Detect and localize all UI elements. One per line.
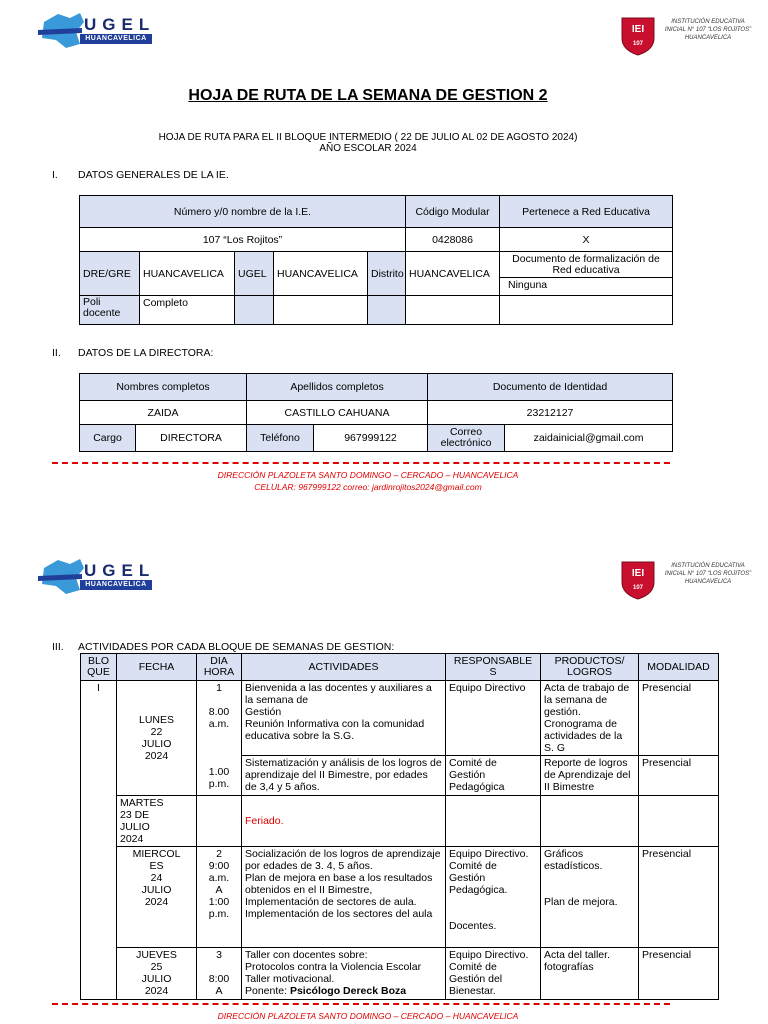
cell-v-doc: Ninguna [508, 279, 548, 291]
cell-r1a-actividad: Bienvenida a las docentes y auxiliares a la semana de Gestión Reunión Informativa con la comunidad educativa sobre la S.G. [242, 681, 446, 756]
section-2-title: DATOS DE LA DIRECTORA: [78, 347, 214, 359]
cell-h-nombre: Número y/0 nombre de la I.E. [80, 196, 406, 228]
cell-r2-responsable [446, 796, 541, 847]
iei-logo-p2 [618, 558, 754, 602]
cell-h-doc: Documento de formalización de Red educativa [500, 252, 672, 278]
cell-v-poli: Completo [140, 296, 235, 325]
cell-l-dre: DRE/GRE [80, 252, 140, 296]
cell-l-telefono: Teléfono [247, 425, 314, 452]
header-responsables: RESPONSABLE S [446, 654, 541, 681]
ugel-brand-p2: UGEL [84, 561, 156, 580]
section-2-numeral: II. [52, 347, 61, 359]
header-modalidad: MODALIDAD [639, 654, 719, 681]
cell-r1-fecha: LUNES 22 JULIO 2024 [117, 681, 197, 796]
section-2-heading [52, 347, 213, 359]
cell-blank-3 [368, 296, 406, 325]
page-title: HOJA DE RUTA DE LA SEMANA DE GESTION 2 [188, 87, 548, 104]
cell-h-red: Pertenece a Red Educativa [500, 196, 673, 228]
datos-generales-grid [79, 195, 672, 324]
iei-name-p2: INSTITUCIÓN EDUCATIVA INICIAL N° 107 “LOS ROJITOS” HUANCAVELICA [664, 563, 752, 585]
header-fecha: FECHA [117, 654, 197, 681]
cell-r3-modalidad: Presencial [639, 847, 719, 948]
section-1-heading [52, 169, 229, 181]
cell-r4-producto: Acta del taller. fotografías [541, 948, 639, 1000]
cell-r1b-producto: Reporte de logros de Aprendizaje del II Bimestre [541, 756, 639, 796]
r4-ponente-label: Ponente: [245, 985, 290, 997]
footer-address: DIRECCIÓN PLAZOLETA SANTO DOMINGO – CERCADO – HUANCAVELICA [217, 470, 519, 480]
cell-r2-fecha: MARTES 23 DE JULIO 2024 [117, 796, 197, 847]
cell-h-apellidos: Apellidos completos [247, 374, 428, 401]
footer-separator-p2 [52, 1003, 670, 1009]
ugel-logo [36, 10, 156, 50]
cell-r4-dia: 3 8:00 A [197, 948, 242, 1000]
cell-r2-producto [541, 796, 639, 847]
section-3-title: ACTIVIDADES POR CADA BLOQUE DE SEMANAS DE GESTION: [78, 641, 395, 653]
cell-v-nombres: ZAIDA [80, 401, 247, 425]
cell-r4-modalidad: Presencial [639, 948, 719, 1000]
cell-v-distrito: HUANCAVELICA [406, 252, 500, 296]
cell-r1a-producto: Acta de trabajo de la semana de gestión. Cronograma de actividades de la S. G [541, 681, 639, 756]
header-productos: PRODUCTOS/ LOGROS [541, 654, 639, 681]
cell-l-poli: Poli docente [80, 296, 140, 325]
section-1-title: DATOS GENERALES DE LA IE. [78, 169, 229, 181]
cell-l-cargo: Cargo [80, 425, 136, 452]
r4-actividad-text: Taller con docentes sobre: Protocolos contra la Violencia Escolar Taller motivacional. [245, 949, 422, 985]
iei-name: INSTITUCIÓN EDUCATIVA INICIAL N° 107 “LOS ROJITOS” HUANCAVELICA [664, 19, 752, 41]
cell-blank-4 [406, 296, 500, 325]
cell-v-cargo: DIRECTORA [136, 425, 247, 452]
cell-r2-modalidad [639, 796, 719, 847]
datos-generales-grid-table [79, 195, 673, 325]
cell-h-documento: Documento de Identidad [428, 374, 673, 401]
cell-blank-5 [500, 296, 673, 325]
cell-r4-actividad [242, 948, 446, 1000]
section-1-numeral: I. [52, 169, 58, 181]
iei-number-p2: 107 [632, 585, 644, 591]
cell-r4-responsable: Equipo Directivo. Comité de Gestión del Bienestar. [446, 948, 541, 1000]
cell-doc-red [500, 252, 673, 296]
cell-r2-dia [197, 796, 242, 847]
subtitle-ano: AÑO ESCOLAR 2024 [319, 143, 417, 154]
cell-r1-dia: 1 8.00 a.m. 1.00 p.m. [197, 681, 242, 796]
subtitle-bloque: HOJA DE RUTA PARA EL II BLOQUE INTERMEDIO ( 22 DE JULIO AL 02 DE AGOSTO 2024) [158, 132, 578, 143]
cell-v-dre: HUANCAVELICA [140, 252, 235, 296]
cell-bloque: I [81, 681, 117, 1000]
cell-v-nombre: 107 “Los Rojitos” [80, 228, 406, 252]
ugel-region: HUANCAVELICA [80, 34, 152, 44]
cell-h-codigo: Código Modular [406, 196, 500, 228]
cell-v-documento: 23212127 [428, 401, 673, 425]
cell-l-correo: Correo electrónico [428, 425, 505, 452]
header-dia-hora: DIA HORA [197, 654, 242, 681]
cell-r3-responsable: Equipo Directivo. Comité de Gestión Pedagógica. Docentes. [446, 847, 541, 948]
cell-r3-producto: Gráficos estadísticos. Plan de mejora. [541, 847, 639, 948]
cell-r3-actividad: Socialización de los logros de aprendizaje por edades de 3. 4, 5 años. Plan de mejora en base a los resultados obtenidos en el II Bimestre, Implementación de sectores de aula. Implementación de los sectores del aula [242, 847, 446, 948]
datos-directora-table [79, 373, 673, 452]
iei-shield-icon [618, 14, 658, 56]
iei-shield-icon-p2 [618, 558, 658, 600]
iei-badge-p2: IEI [631, 568, 645, 579]
actividades-table [80, 653, 719, 1000]
cell-r1a-modalidad: Presencial [639, 681, 719, 756]
cell-blank-1 [235, 296, 274, 325]
cell-r4-fecha: JUEVES 25 JULIO 2024 [117, 948, 197, 1000]
footer-address-p2: DIRECCIÓN PLAZOLETA SANTO DOMINGO – CERCADO – HUANCAVELICA [217, 1011, 519, 1021]
cell-v-red: X [500, 228, 673, 252]
cell-v-ugel: HUANCAVELICA [274, 252, 368, 296]
cell-l-ugel: UGEL [235, 252, 274, 296]
cell-blank-2 [274, 296, 368, 325]
cell-r1b-actividad: Sistematización y análisis de los logros de aprendizaje del II Bimestre, por edades de 3,4 y 5 años. [242, 756, 446, 796]
header-actividades: ACTIVIDADES [242, 654, 446, 681]
cell-r2-actividad: Feriado. [242, 796, 446, 847]
footer-separator [52, 462, 670, 468]
cell-r1b-responsable: Comité de Gestión Pedagógica [446, 756, 541, 796]
cell-v-codigo: 0428086 [406, 228, 500, 252]
cell-r1b-modalidad: Presencial [639, 756, 719, 796]
section-3-numeral: III. [52, 641, 64, 653]
iei-logo [618, 14, 754, 58]
ugel-region-p2: HUANCAVELICA [80, 580, 152, 590]
section-3-heading [52, 641, 394, 653]
iei-number: 107 [632, 41, 644, 47]
r4-ponente-name: Psicólogo Dereck Boza [289, 985, 407, 997]
ugel-logo-p2 [36, 556, 156, 596]
cell-r1a-responsable: Equipo Directivo [446, 681, 541, 756]
footer-contact: CELULAR: 967999122 correo: jardinrojitos2024@gmail.com [254, 482, 482, 492]
cell-v-apellidos: CASTILLO CAHUANA [247, 401, 428, 425]
cell-h-nombres: Nombres completos [80, 374, 247, 401]
ugel-brand: UGEL [84, 15, 156, 34]
cell-r3-dia: 2 9:00 a.m. A 1:00 p.m. [197, 847, 242, 948]
cell-r3-fecha: MIERCOL ES 24 JULIO 2024 [117, 847, 197, 948]
header-bloque: BLO QUE [81, 654, 117, 681]
cell-v-correo: zaidainicial@gmail.com [505, 425, 673, 452]
cell-v-telefono: 967999122 [314, 425, 428, 452]
cell-l-distrito: Distrito [368, 252, 406, 296]
iei-badge: IEI [631, 24, 645, 35]
